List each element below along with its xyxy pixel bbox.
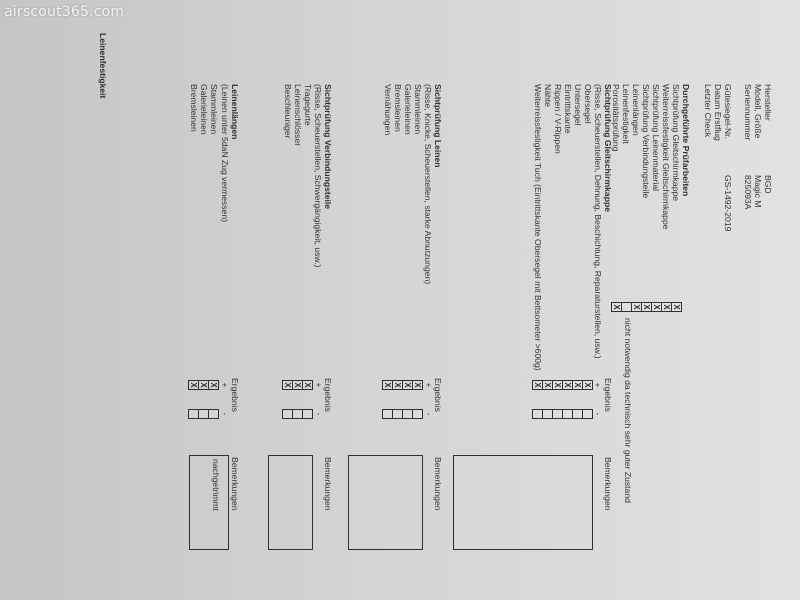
result-plus-checkbox[interactable]: X — [392, 380, 403, 390]
ergebnis-header: Ergebnis — [323, 378, 333, 412]
result-plus-checkbox[interactable]: X — [552, 380, 563, 390]
work-item-label: Sichtprüfung Gleitschirmkappe — [671, 84, 681, 202]
result-minus-checkbox[interactable] — [282, 409, 293, 419]
minus-header: - — [314, 412, 323, 416]
lengths-remarks-box[interactable] — [189, 455, 229, 550]
result-plus-checkbox[interactable]: X — [302, 380, 313, 390]
section-title: Sichtprüfung Verbindungsteile — [323, 84, 333, 210]
work-item-label: Weiterreissfestigkeit Gleitschirmkappe — [661, 84, 671, 230]
work-item-checkbox[interactable]: X — [651, 302, 662, 312]
result-minus-checkbox[interactable] — [582, 409, 593, 419]
result-plus-checkbox[interactable]: X — [188, 380, 199, 390]
section-subtitle: (Risse, Scheuerstellen, Dehnung, Beschichtung, Reparaturstellen, usw.) — [593, 84, 603, 359]
work-item-checkbox[interactable]: X — [631, 302, 642, 312]
result-plus-checkbox[interactable]: X — [532, 380, 543, 390]
section-title: Leinenfestigkeit — [98, 33, 108, 99]
field-label: Seriennummer — [743, 84, 753, 141]
bemerkungen-header: Bemerkungen — [603, 457, 613, 511]
work-item-label: Sichtprüfung Leinenmaterial — [651, 84, 661, 192]
field-label: Letzter Check — [703, 84, 713, 138]
row-label: Stammleinen — [209, 84, 219, 135]
field-label: Datum Erstflug — [713, 84, 723, 141]
field-label: Gütesiegel-Nr. — [723, 84, 733, 139]
result-minus-checkbox[interactable] — [382, 409, 393, 419]
section-subtitle: (Risse, Scheuerstellen, Schwergängigkeit, usw.) — [313, 84, 323, 268]
row-label: Weiterreissfestigkeit Tuch (Eintrittskante Obersegel mit Bettsometer >600g) — [533, 84, 543, 371]
result-minus-checkbox[interactable] — [198, 409, 209, 419]
work-item-label: Leinenfestigkeit — [621, 84, 631, 144]
result-plus-checkbox[interactable]: X — [412, 380, 423, 390]
work-item-label: Leinenlängen — [631, 84, 641, 136]
result-plus-checkbox[interactable]: X — [382, 380, 393, 390]
row-label: Eintrittskante — [563, 84, 573, 134]
result-minus-checkbox[interactable] — [572, 409, 583, 419]
work-item-checkbox[interactable]: X — [661, 302, 672, 312]
field-value: GS-1492-2019 — [723, 175, 733, 232]
section-title: Durchgeführte Prüfarbeiten — [681, 84, 691, 197]
plus-header: + — [314, 382, 323, 388]
result-minus-checkbox[interactable] — [562, 409, 573, 419]
result-minus-checkbox[interactable] — [542, 409, 553, 419]
plus-header: + — [424, 382, 433, 388]
row-label: Bremsleinen — [393, 84, 403, 132]
bemerkungen-header: Bemerkungen — [433, 457, 443, 511]
result-plus-checkbox[interactable]: X — [402, 380, 413, 390]
bemerkungen-header: Bemerkungen — [323, 457, 333, 511]
field-value: BGD — [763, 175, 773, 194]
result-minus-checkbox[interactable] — [552, 409, 563, 419]
field-value: 825093A — [743, 175, 753, 210]
work-item-checkbox[interactable]: X — [671, 302, 682, 312]
watermark: airscout365.com — [4, 4, 125, 20]
section-subtitle: (Risse, Knicke, Scheuerstellen, starke Abnutzungen) — [423, 84, 433, 285]
porosity-note: nicht notwendig da technisch sehr guter Zustand — [623, 318, 633, 503]
result-plus-checkbox[interactable]: X — [292, 380, 303, 390]
result-plus-checkbox[interactable]: X — [282, 380, 293, 390]
section-title: Sichtprüfung Leinen — [433, 84, 443, 168]
work-item-label: Sichtprüfung Verbindungsteile — [641, 84, 651, 199]
work-item-checkbox[interactable] — [621, 302, 632, 312]
minus-header: - — [424, 412, 433, 416]
row-label: Tragegurte — [303, 84, 313, 126]
result-plus-checkbox[interactable]: X — [582, 380, 593, 390]
result-plus-checkbox[interactable]: X — [562, 380, 573, 390]
work-item-checkbox[interactable]: X — [641, 302, 652, 312]
row-label: Beschleuniger — [283, 84, 293, 139]
result-minus-checkbox[interactable] — [188, 409, 199, 419]
field-value: Magic M — [753, 175, 763, 208]
row-label: Untersegel — [573, 84, 583, 126]
section-title: Leinenlängen — [230, 84, 240, 140]
row-label: Obersegel — [583, 84, 593, 124]
ergebnis-header: Ergebnis — [603, 378, 613, 412]
work-item-checkbox[interactable]: X — [611, 302, 622, 312]
row-label: Galerieleinen — [199, 84, 209, 135]
field-label: Hersteller — [763, 84, 773, 121]
plus-header: + — [220, 382, 229, 388]
plus-header: + — [593, 382, 602, 388]
bemerkungen-header: Bemerkungen — [230, 457, 240, 511]
work-item-label: Porositätsprüfung — [611, 84, 621, 152]
minus-header: - — [220, 412, 229, 416]
result-minus-checkbox[interactable] — [292, 409, 303, 419]
canopy-remarks-box[interactable] — [453, 455, 593, 550]
section-title: Sichtprüfung Gleitschirmkappe — [603, 84, 613, 212]
row-label: Bremsleinen — [189, 84, 199, 132]
section-subtitle: (Leinen unter 5daN Zug vermessen) — [220, 84, 230, 223]
field-label: Modell, Größe — [753, 84, 763, 139]
ergebnis-header: Ergebnis — [433, 378, 443, 412]
result-minus-checkbox[interactable] — [392, 409, 403, 419]
result-minus-checkbox[interactable] — [532, 409, 543, 419]
row-label: Leinenschlösser — [293, 84, 303, 147]
connectors-remarks-box[interactable] — [268, 455, 313, 550]
row-label: Stammleinen — [413, 84, 423, 135]
lines-remarks-box[interactable] — [348, 455, 423, 550]
minus-header: - — [593, 412, 602, 416]
result-plus-checkbox[interactable]: X — [572, 380, 583, 390]
row-label: Nähte — [543, 84, 553, 107]
result-plus-checkbox[interactable]: X — [208, 380, 219, 390]
result-plus-checkbox[interactable]: X — [542, 380, 553, 390]
row-label: Galerieleinen — [403, 84, 413, 135]
result-minus-checkbox[interactable] — [302, 409, 313, 419]
row-label: Rippen / V-Rippen — [553, 84, 563, 154]
result-plus-checkbox[interactable]: X — [198, 380, 209, 390]
result-minus-checkbox[interactable] — [208, 409, 219, 419]
row-label: Vernähungen — [383, 84, 393, 136]
remarks-text: nachgetrimmt — [211, 459, 221, 512]
result-minus-checkbox[interactable] — [402, 409, 413, 419]
ergebnis-header: Ergebnis — [230, 378, 240, 412]
result-minus-checkbox[interactable] — [412, 409, 423, 419]
